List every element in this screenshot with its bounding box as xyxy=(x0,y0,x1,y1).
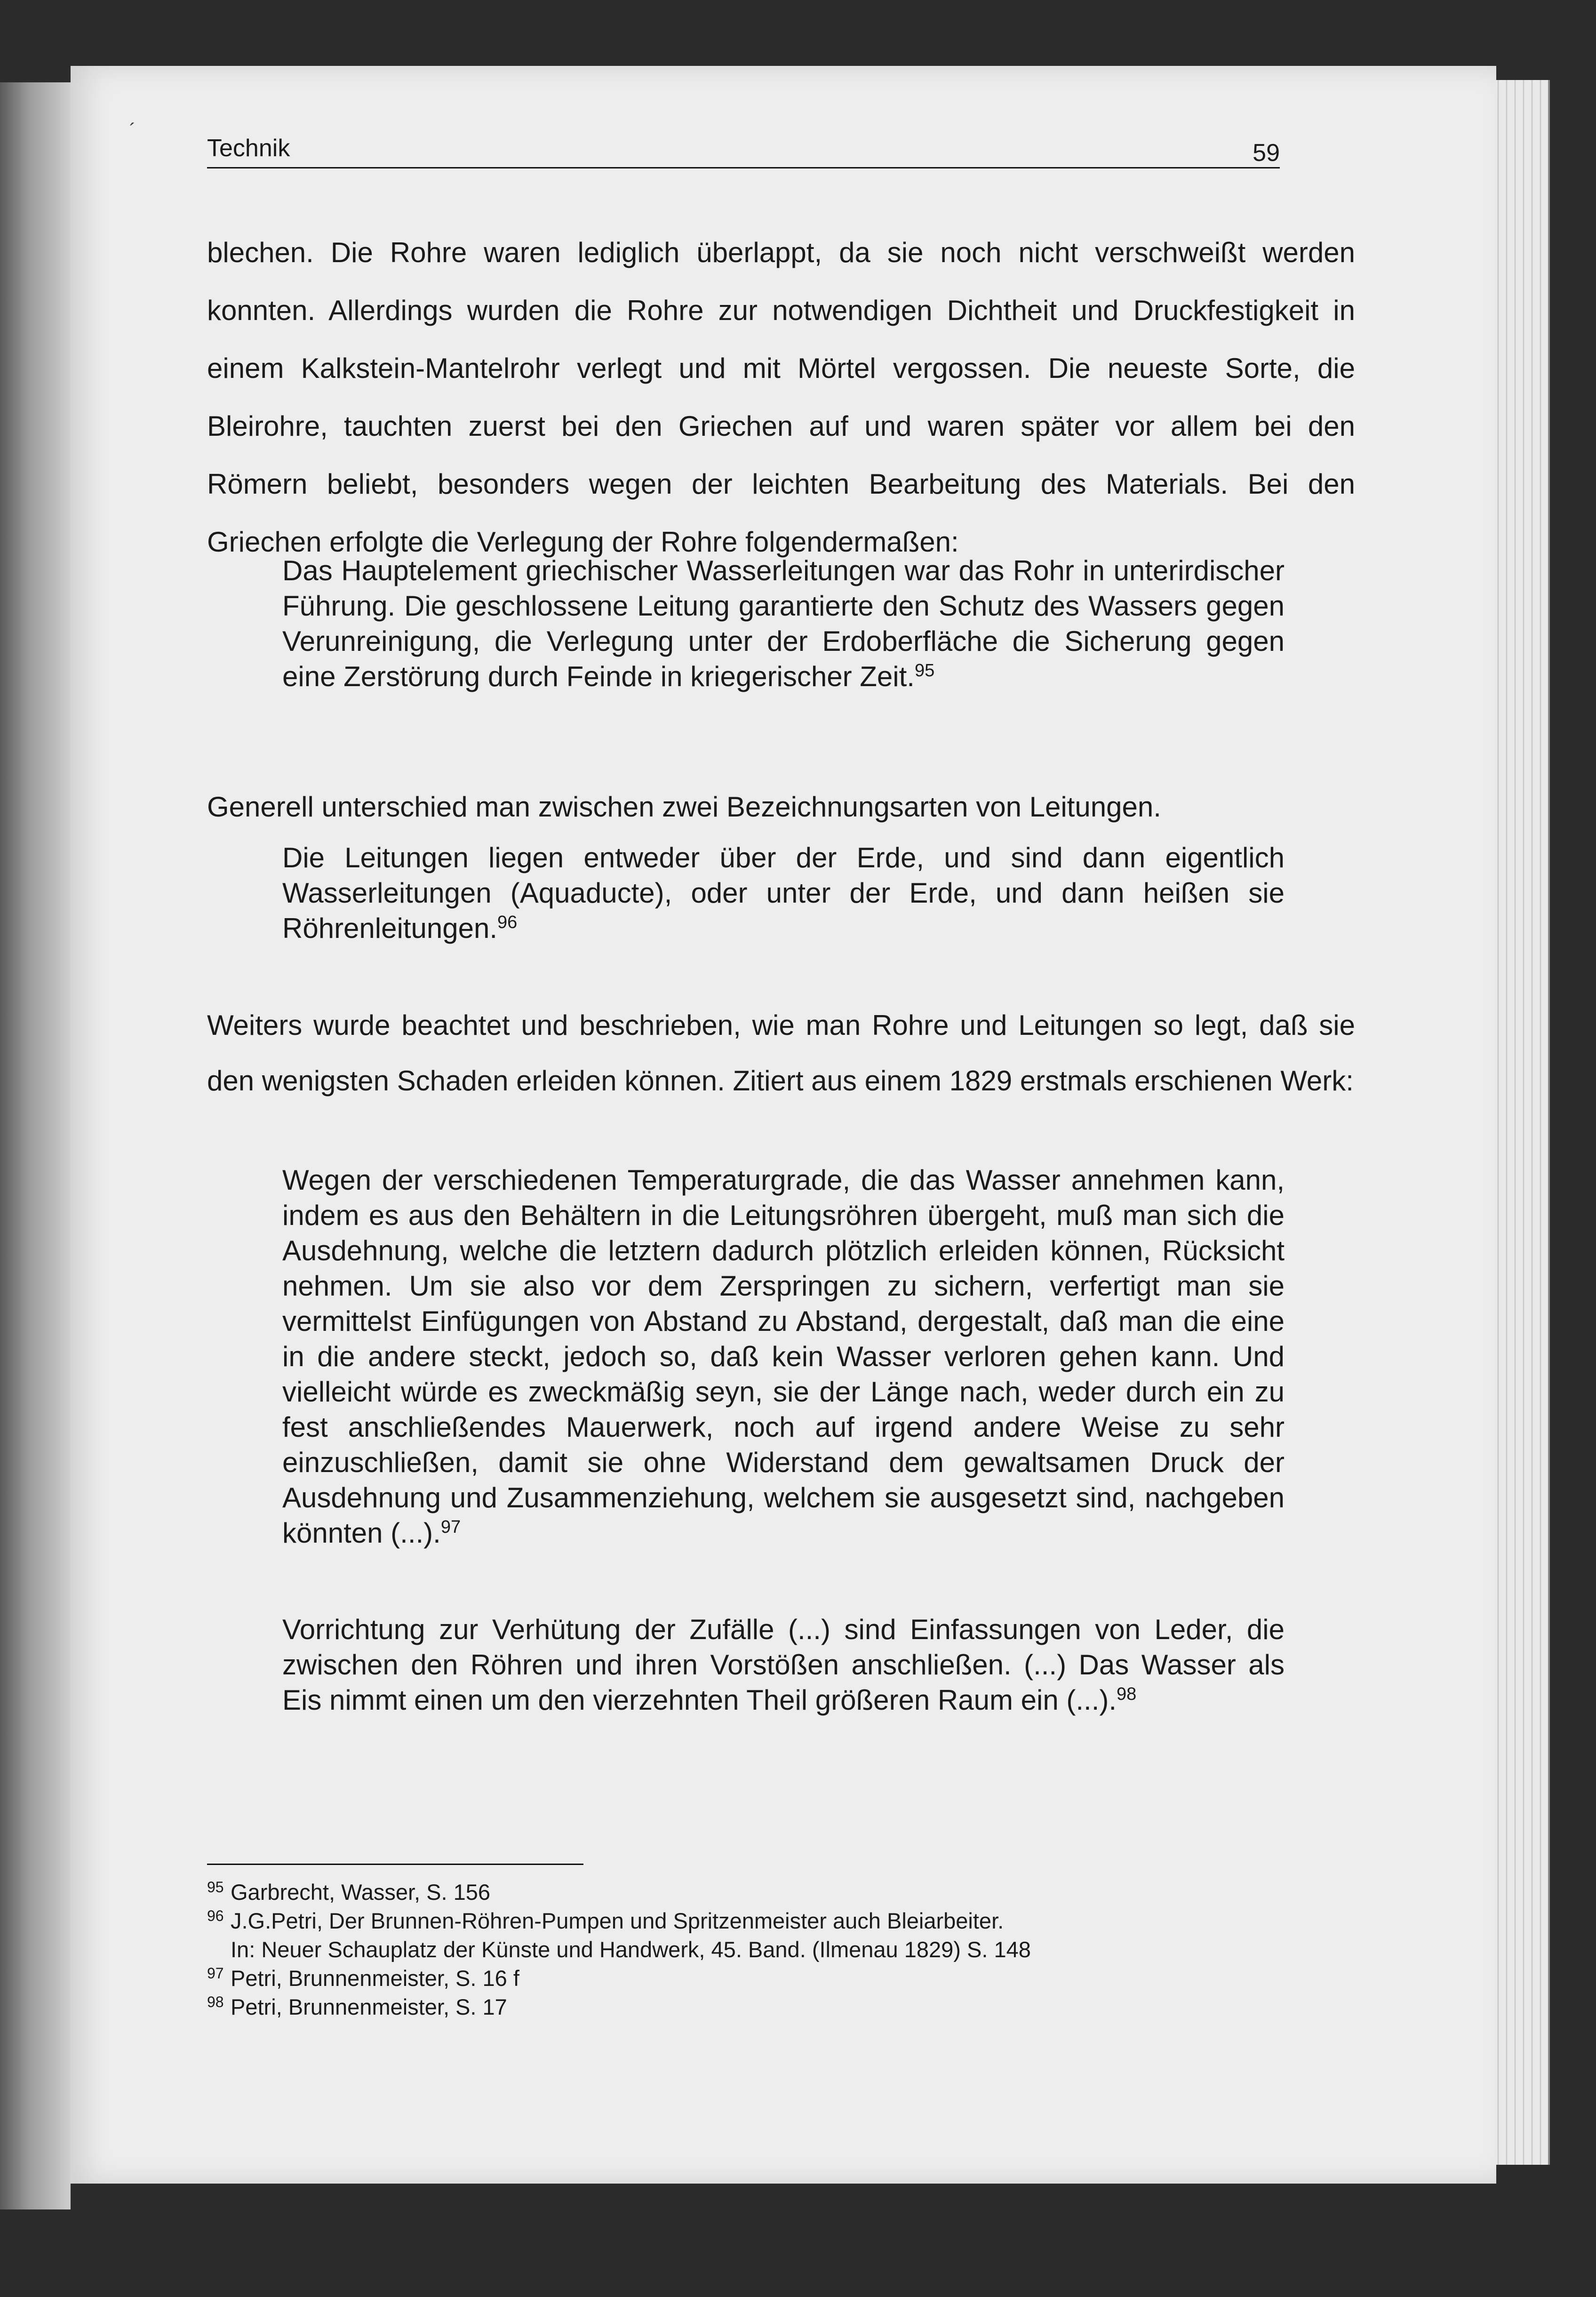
footnote: 97 Petri, Brunnenmeister, S. 16 f xyxy=(207,1965,519,1991)
footnote-separator xyxy=(207,1864,583,1865)
quote-text: Das Hauptelement griechischer Wasserleitungen war das Rohr in unterirdischer Führung. Die geschlossene Leitung garantierte den Schutz des Wassers gegen Verunreinigung, die Verlegung unter der Erdoberfläche die Sicherung gegen eine Zerstörung durch Feinde in kriegerischer Zeit. xyxy=(282,555,1285,692)
paragraph-3: Weiters wurde beachtet und beschrieben, wie man Rohre und Leitungen so legt, daß sie den wenigsten Schaden erleiden können. Zitiert aus einem 1829 erstmals erschienen Werk: xyxy=(207,1009,1355,1096)
paragraph-1: blechen. Die Rohre waren lediglich überlappt, da sie noch nicht verschweißt werden konnten. Allerdings wurden die Rohre zur notwendigen Dichtheit und Druckfestigkeit in einem Kalkstein-Mantelrohr verlegt und mit Mörtel vergossen. Die neueste Sorte, die Bleirohre, tauchten zuerst bei den Griechen auf und waren später vor allem bei den Römern beliebt, besonders wegen der leichten Bearbeitung des Materials. Bei den Griechen erfolgte die Verlegung der Rohre folgendermaßen: xyxy=(207,237,1355,558)
quote-text: Wegen der verschiedenen Temperaturgrade, die das Wasser annehmen kann, indem es aus den Behältern in die Leitungsröhren übergeht, muß man sich die Ausdehnung, welche die letztern dadurch plötzlich erleiden können, Rücksicht nehmen. Um sie also vor dem Zerspringen zu sichern, verfertigt man sie vermittelst Einfügungen von Abstand zu Abstand, dergestalt, daß man die eine in die andere steckt, jedoch so, daß kein Wasser verloren gehen kann. Und vielleicht würde es zweckmäßig seyn, sie der Länge nach, weder durch ein zu fest anschließendes Mauerwerk, noch auf irgend andere Weise zu sehr einzuschließen, damit sie ohne Widerstand dem gewaltsamen Druck der Ausdehnung und Zusammenziehung, welchem sie ausgesetzt sind, nachgeben könnten (...). xyxy=(282,1164,1285,1549)
footnote-ref: 98 xyxy=(1117,1684,1137,1704)
page-number: 59 xyxy=(1253,139,1280,167)
footnote-ref: 95 xyxy=(914,661,935,680)
block-quote-4 xyxy=(282,1612,1285,1718)
footnote-continuation: In: Neuer Schauplatz der Künste und Handwerk, 45. Band. (Ilmenau 1829) S. 148 xyxy=(231,1937,1031,1962)
quote-text: Die Leitungen liegen entweder über der Erde, und sind dann eigentlich Wasserleitungen (Aquaducte), oder unter der Erde, und dann heißen sie Röhrenleitungen. xyxy=(282,842,1285,944)
footnote-ref: 96 xyxy=(497,912,518,932)
block-quote-1 xyxy=(282,553,1285,694)
facing-page-edge xyxy=(0,82,71,2209)
pencil-mark: ´ xyxy=(129,120,136,141)
block-quote-2 xyxy=(282,840,1285,946)
footnote: 96 J.G.Petri, Der Brunnen-Röhren-Pumpen und Spritzenmeister auch Bleiarbeiter. xyxy=(207,1907,1004,1933)
running-title: Technik xyxy=(207,135,290,162)
page-header xyxy=(207,129,1280,168)
quote-text: Vorrichtung zur Verhütung der Zufälle (...) sind Einfassungen von Leder, die zwischen den Röhren und ihren Vorstößen anschließen. (...) Das Wasser als Eis nimmt einen um den vierzehnten Theil größeren Raum ein (...). xyxy=(282,1614,1285,1716)
footnote: 98 Petri, Brunnenmeister, S. 17 xyxy=(207,1993,507,2019)
footnote-ref: 97 xyxy=(440,1517,461,1537)
block-quote-3 xyxy=(282,1162,1285,1551)
paragraph-2: Generell unterschied man zwischen zwei Bezeichnungsarten von Leitungen. xyxy=(207,791,1161,823)
footnotes xyxy=(207,1878,1289,2021)
footnote: 95 Garbrecht, Wasser, S. 156 xyxy=(207,1879,491,1905)
